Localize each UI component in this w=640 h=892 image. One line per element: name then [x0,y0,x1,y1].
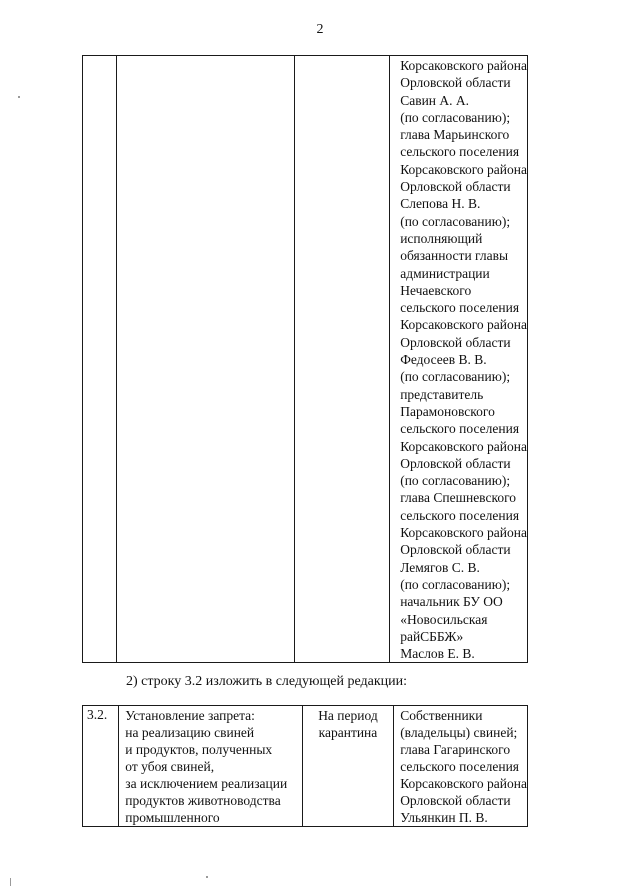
scan-speck [18,96,20,98]
text-line: карантина [318,725,378,740]
text-line: продуктов животноводства [125,793,281,808]
members-table-continued [82,55,528,663]
text-line: (по согласованию); [400,369,511,385]
text-line: Орловской области [400,75,511,91]
text-line: Парамоновского [400,403,495,419]
measure-cell [119,706,302,827]
text-line: сельского поселения [400,421,520,437]
text-line: Собственники [400,708,483,723]
text-line: глава Гагаринского [400,742,511,757]
text-line: сельского поселения [400,144,520,160]
text-line: На период [318,708,378,723]
text-line: Корсаковского района [400,438,527,454]
text-line: на реализацию свиней [125,725,255,740]
text-line: (владельцы) свиней; [400,725,518,740]
text-line: Савин А. А. [400,92,470,108]
period-text [303,706,393,741]
period-cell [302,706,393,827]
text-line: сельского поселения [400,507,520,523]
text-line: «Новосильская [400,611,488,627]
text-line: Корсаковского района [400,317,527,333]
text-line: Слепова Н. В. [400,196,481,212]
text-line: (по согласованию); [400,473,511,489]
text-line: Лемягов С. В. [400,559,480,575]
text-line: Установление запрета: [125,708,255,723]
text-line: Федосеев В. В. [400,352,487,368]
text-line: (по согласованию); [400,109,511,125]
text-line: глава Спешневского [400,490,517,506]
scan-speck [10,878,11,886]
text-line: (по согласованию); [400,576,511,592]
text-line: Корсаковского района [400,58,527,73]
page-number: 2 [316,22,324,37]
text-line: обязанности главы [400,248,509,264]
row-number-cell [83,56,117,663]
row-3-2-table [82,705,528,827]
text-line: Орловской области [400,542,511,558]
text-line: и продуктов, полученных [125,742,273,757]
text-line: Корсаковского района [400,161,527,177]
text-line: Корсаковского района [400,776,527,791]
measure-text [119,706,301,826]
text-line: сельского поселения [400,759,520,774]
text-line: Орловской области [400,334,511,350]
text-line: от убоя свиней, [125,759,215,774]
scan-speck [206,876,208,878]
text-line: Нечаевского [400,282,472,298]
text-line: за исключением реализации [125,776,288,791]
text-line: промышленного [125,810,220,825]
responsible-list [390,56,527,662]
text-line: Корсаковского района [400,525,527,541]
text-line: глава Марьинского [400,127,510,143]
table-row [83,56,528,663]
responsible-cell [394,706,528,827]
text-line: Орловской области [400,793,511,808]
text-line: райСББЖ» [400,628,464,644]
text-line: Маслов Е. В. [400,646,475,662]
amendment-instruction: 2) строку 3.2 изложить в следующей редакции: [126,674,408,689]
responsible-cell [390,56,528,663]
period-cell [295,56,390,663]
text-line: Орловской области [400,179,511,195]
text-line: администрации [400,265,490,281]
text-line: исполняющий [400,230,483,246]
table-row [83,706,528,827]
row-number-cell: 3.2. [83,706,119,827]
text-line: начальник БУ ОО [400,594,503,610]
text-line: Ульянкин П. В. [400,810,488,825]
text-line: (по согласованию); [400,213,511,229]
text-line: представитель [400,386,484,402]
measure-cell [116,56,295,663]
text-line: сельского поселения [400,300,520,316]
text-line: Орловской области [400,455,511,471]
responsible-text [394,706,527,826]
